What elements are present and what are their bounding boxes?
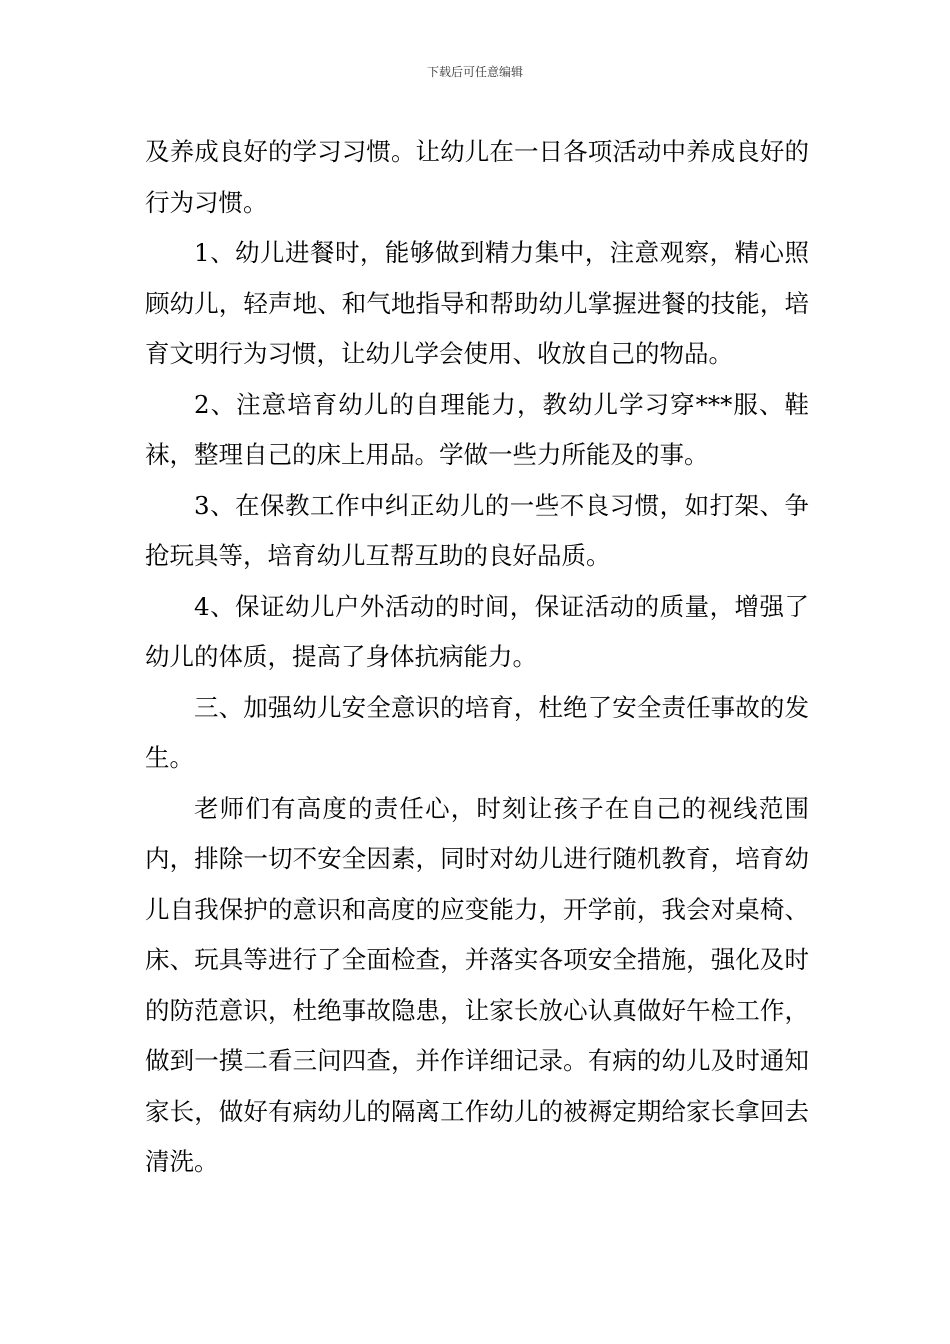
document-body xyxy=(145,127,809,1188)
paragraph-continuation: 及养成良好的学习习惯。让幼儿在一日各项活动中养成良好的行为习惯。 xyxy=(145,137,809,217)
paragraph-item-3: 3、在保教工作中纠正幼儿的一些不良习惯，如打架、争抢玩具等，培育幼儿互帮互助的良好品质。 xyxy=(145,490,809,570)
paragraph-item-1: 1、幼儿进餐时，能够做到精力集中，注意观察，精心照顾幼儿，轻声地、和气地指导和帮助幼儿掌握进餐的技能，培育文明行为习惯，让幼儿学会使用、收放自己的物品。 xyxy=(145,238,809,368)
paragraph-item-2: 2、注意培育幼儿的自理能力，教幼儿学习穿***服、鞋袜，整理自己的床上用品。学做一些力所能及的事。 xyxy=(145,389,809,469)
paragraph-safety: 老师们有高度的责任心，时刻让孩子在自己的视线范围内，排除一切不安全因素，同时对幼儿进行随机教育，培育幼儿自我保护的意识和高度的应变能力，开学前，我会对桌椅、床、玩具等进行了全面检查，并落实各项安全措施，强化及时的防范意识，杜绝事故隐患，让家长放心认真做好午检工作，做到一摸二看三问四查，并作详细记录。有病的幼儿及时通知家长，做好有病幼儿的隔离工作幼儿的被褥定期给家长拿回去清洗。 xyxy=(145,793,809,1176)
page-header: 下载后可任意编辑 xyxy=(426,65,523,79)
section-heading-3: 三、加强幼儿安全意识的培育，杜绝了安全责任事故的发生。 xyxy=(145,692,809,772)
paragraph-item-4: 4、保证幼儿户外活动的时间，保证活动的质量，增强了幼儿的体质，提高了身体抗病能力。 xyxy=(145,591,809,671)
